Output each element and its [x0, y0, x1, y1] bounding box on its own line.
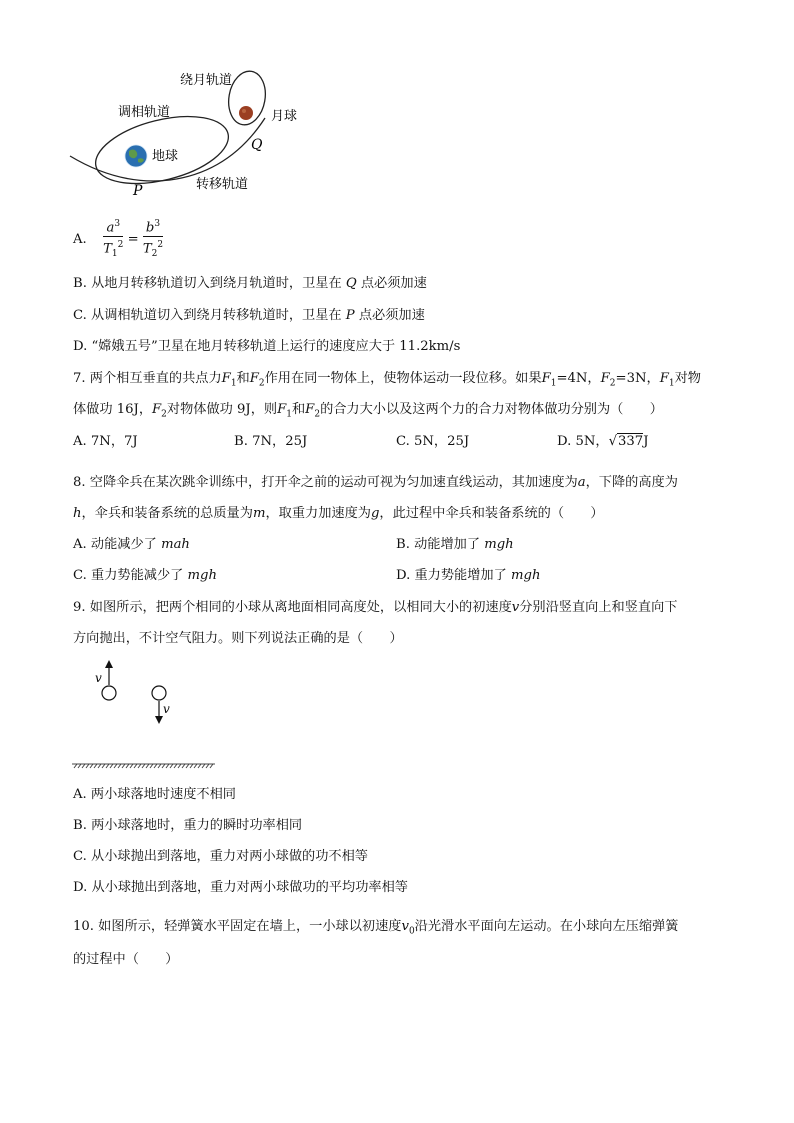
q6-option-b: B. 从地月转移轨道切入到绕月轨道时，卫星在 Q 点必须加速 [73, 276, 427, 291]
q9-stem-line2: 方向抛出，不计空气阻力。则下列说法正确的是（ ） [73, 631, 403, 646]
moon-icon [239, 106, 253, 120]
q9-option-a: A. 两小球落地时速度不相同 [73, 787, 236, 802]
q8-stem-line1: 8. 空降伞兵在某次跳伞训练中，打开伞之前的运动可视为匀加速直线运动，其加速度为a，下降的高度为 [73, 475, 678, 490]
moon-orbit-label: 绕月轨道 [180, 73, 233, 88]
q10-stem-line2: 的过程中（ ） [73, 952, 179, 967]
fraction-a3-t1: $\frac{a^3}{T_1^2}$ [103, 216, 123, 263]
ball-throw-diagram [70, 655, 230, 775]
q8-stem-line2: h，伞兵和装备系统的总质量为m，取重力加速度为g，此过程中伞兵和装备系统的（ ） [73, 506, 604, 521]
transfer-orbit-label: 转移轨道 [196, 177, 249, 192]
ball-thrown-down [152, 686, 166, 700]
ball-thrown-up [102, 686, 116, 700]
moon-label: 月球 [271, 109, 298, 124]
velocity-label-down: v [163, 702, 170, 716]
sqrt-sign-icon: √ [608, 434, 618, 449]
q7-option-d: D. 5N，√337J [557, 434, 649, 449]
q7-option-c: C. 5N，25J [396, 434, 470, 449]
arrow-down-icon [155, 716, 163, 724]
q6-option-c: C. 从调相轨道切入到绕月转移轨道时，卫星在 P 点必须加速 [73, 308, 425, 323]
q8-option-d: D. 重力势能增加了 mgh [396, 568, 541, 583]
q8-option-b: B. 动能增加了 mgh [396, 537, 514, 552]
q9-option-c: C. 从小球抛出到落地，重力对两小球做的功不相等 [73, 849, 368, 864]
point-q-label: Q [251, 137, 263, 153]
q7-option-a: A. 7N，7J [73, 434, 138, 449]
q8-option-c: C. 重力势能减少了 mgh [73, 568, 217, 583]
arrow-up-icon [105, 660, 113, 668]
earth-label: 地球 [152, 149, 179, 164]
q7-option-b: B. 7N，25J [234, 434, 308, 449]
point-p-label: P [133, 183, 143, 199]
phasing-orbit-label: 调相轨道 [118, 105, 171, 120]
orbit-diagram [60, 60, 320, 200]
fraction-b3-t2: $\frac{b^3}{T_2^2}$ [143, 216, 163, 263]
q6-option-a: A. $\frac{a^3}{T_1^2}$ = $\frac{b^3}{T_2^2}$ [73, 216, 163, 263]
q7-stem-line1: 7. 两个相互垂直的共点力$F_1$和$F_2$作用在同一物体上，使物体运动一段位移。如果$F_1=4N$，$F_2=3N$，$F_1$对物 [73, 371, 701, 389]
q10-stem-line1: 10. 如图所示，轻弹簧水平固定在墙上，一小球以初速度$v_0$沿光滑水平面向左运动。在小球向左压缩弹簧 [73, 919, 679, 937]
q9-stem-line1: 9. 如图所示，把两个相同的小球从离地面相同高度处，以相同大小的初速度v分别沿竖直向上和竖直向下 [73, 600, 678, 615]
q9-option-d: D. 从小球抛出到落地，重力对两小球做功的平均功率相等 [73, 880, 408, 895]
velocity-label-up: v [95, 671, 102, 685]
q8-option-a: A. 动能减少了 mah [73, 537, 190, 552]
q9-option-b: B. 两小球落地时，重力的瞬时功率相同 [73, 818, 303, 833]
q6-option-d: D. “嫦娥五号”卫星在地月转移轨道上运行的速度应大于 11.2km/s [73, 339, 461, 354]
q7-stem-line2: 体做功 16J，$F_2$对物体做功 9J，则$F_1$和$F_2$的合力大小以及这两个力的合力对物体做功分别为（ ） [73, 402, 663, 420]
ground-hatching [72, 764, 215, 768]
